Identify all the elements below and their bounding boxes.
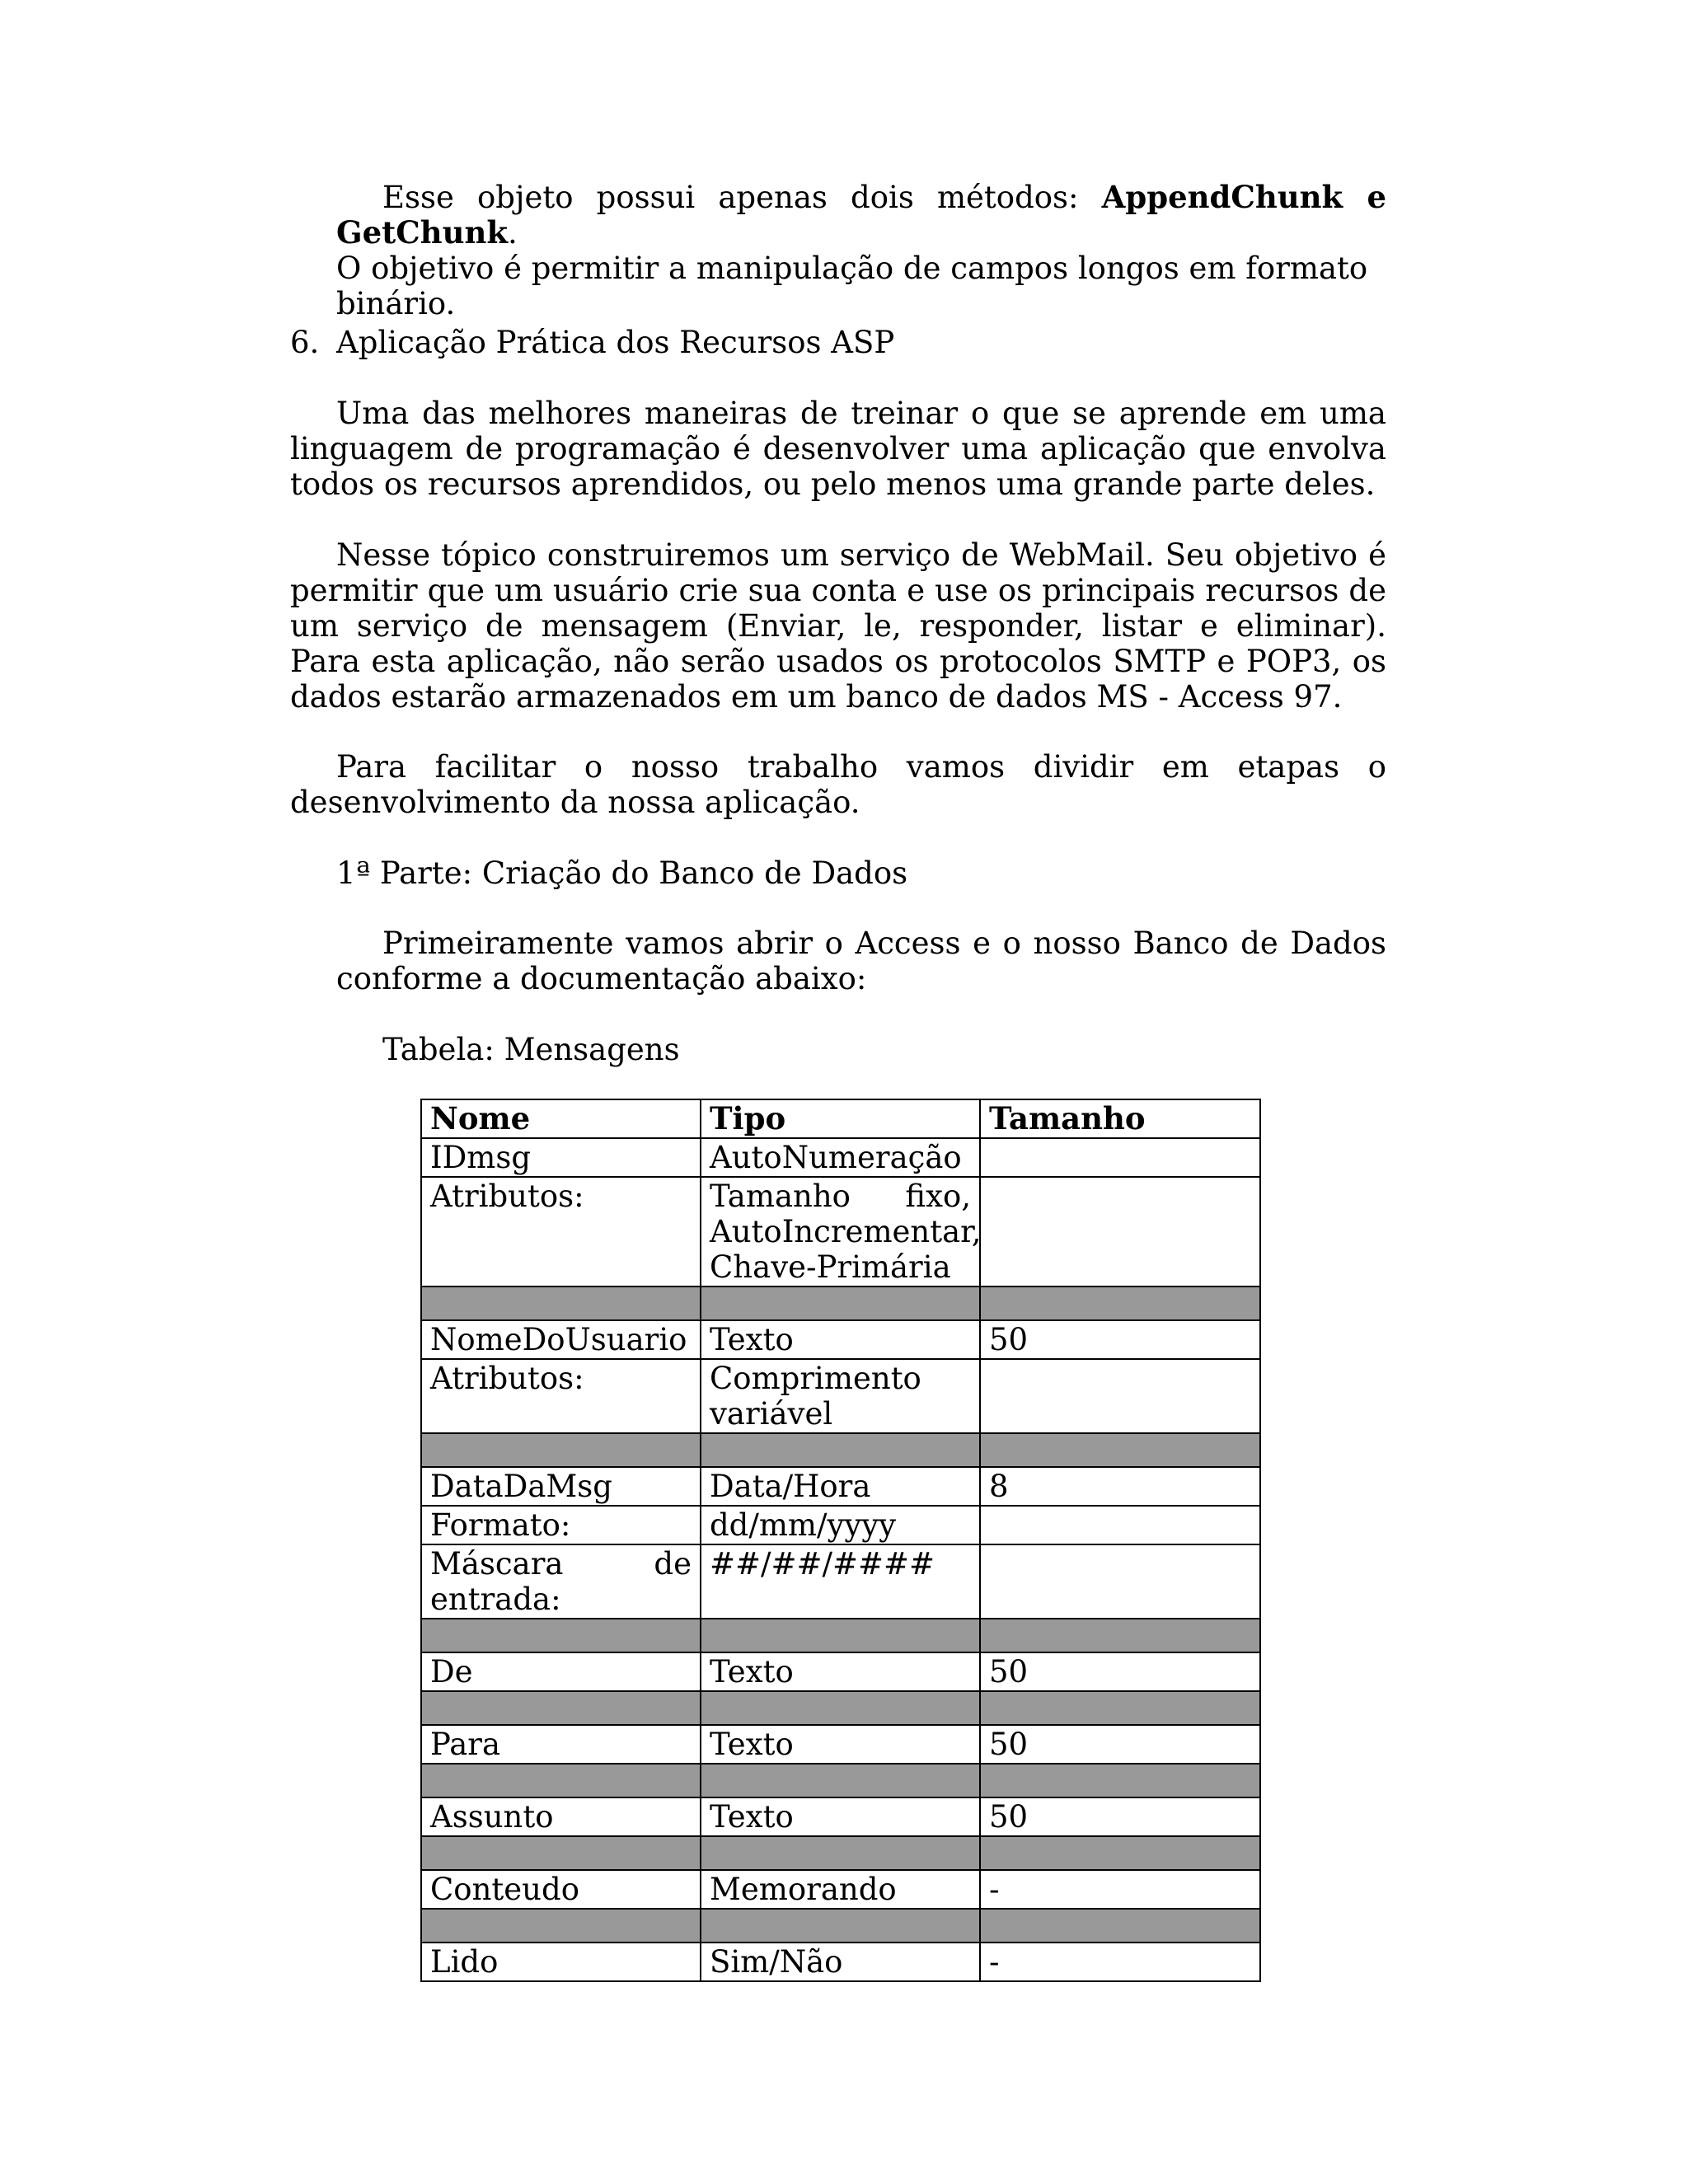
table-row [421, 1138, 1260, 1177]
header-tamanho: Tamanho [980, 1099, 1260, 1138]
cell-tamanho: - [980, 1870, 1260, 1909]
cell-tipo: Texto [701, 1725, 980, 1764]
header-nome: Nome [421, 1099, 701, 1138]
cell-nome: Formato: [421, 1506, 701, 1544]
cell-tipo: Sim/Não [701, 1943, 980, 1981]
separator-row [421, 1836, 1260, 1870]
cell-nome: IDmsg [421, 1138, 701, 1177]
table-row [421, 1797, 1260, 1836]
cell-tipo-line: Tamanho fixo, [710, 1179, 971, 1214]
cell-tipo: AutoNumeração [701, 1138, 980, 1177]
cell-nome: Atributos: [421, 1177, 701, 1286]
table-row [421, 1177, 1260, 1286]
paragraph-2: Nesse tópico construiremos um serviço de WebMail. Seu objetivo é permitir que um usuário crie sua conta e use os principais recursos de um serviço de mensagem (Enviar, le, responder, listar e eliminar). Para esta aplicação, não serão usados os protocolos SMTP e POP3, os dados estarão armazenados em um banco de dados MS - Access 97. [290, 537, 1386, 715]
separator-row [421, 1691, 1260, 1725]
table-caption: Tabela: Mensagens [382, 1032, 680, 1067]
intro-paragraph [336, 180, 1386, 321]
separator-row [421, 1764, 1260, 1797]
cell-tipo: ##/##/#### [701, 1544, 980, 1619]
cell-tipo: Texto [701, 1652, 980, 1691]
cell-tipo-line: AutoIncrementar, [710, 1214, 982, 1249]
table-header-row [421, 1099, 1260, 1138]
cell-tamanho: 50 [980, 1652, 1260, 1691]
cell-tipo: Memorando [701, 1870, 980, 1909]
section-title: Aplicação Prática dos Recursos ASP [336, 325, 895, 360]
cell-tamanho: 50 [980, 1320, 1260, 1359]
method-names: AppendChunk e GetChunk [336, 179, 1386, 251]
cell-tamanho [980, 1544, 1260, 1619]
cell-tamanho [980, 1138, 1260, 1177]
paragraph-4: Primeiramente vamos abrir o Access e o nosso Banco de Dados conforme a documentação abaixo: [336, 926, 1386, 996]
cell-nome-line: Máscara de [430, 1546, 692, 1582]
cell-tamanho: 50 [980, 1797, 1260, 1836]
table-row [421, 1467, 1260, 1506]
paragraph-3: Para facilitar o nosso trabalho vamos dividir em etapas o desenvolvimento da nossa aplicação. [290, 749, 1386, 820]
table-row [421, 1320, 1260, 1359]
cell-nome: DataDaMsg [421, 1467, 701, 1506]
cell-tipo: dd/mm/yyyy [701, 1506, 980, 1544]
cell-nome-line: entrada: [430, 1582, 561, 1617]
separator-row [421, 1619, 1260, 1652]
intro-line-1: Esse objeto possui apenas dois métodos: AppendChunk e GetChunk. [336, 179, 1386, 251]
cell-nome [421, 1544, 701, 1619]
cell-nome: Conteudo [421, 1870, 701, 1909]
section-number: 6. [290, 325, 320, 360]
cell-tamanho: - [980, 1943, 1260, 1981]
paragraph-1: Uma das melhores maneiras de treinar o que se aprende em uma linguagem de programação é desenvolver uma aplicação que envolva todos os recursos aprendidos, ou pelo menos uma grande parte deles. [290, 396, 1386, 502]
cell-nome: De [421, 1652, 701, 1691]
cell-nome: Atributos: [421, 1359, 701, 1433]
table-row [421, 1943, 1260, 1981]
cell-tipo: Texto [701, 1320, 980, 1359]
table-row [421, 1870, 1260, 1909]
header-tipo: Tipo [701, 1099, 980, 1138]
intro-line-2: O objetivo é permitir a manipulação de campos longos em formato binário. [336, 251, 1368, 321]
table-row [421, 1544, 1260, 1619]
cell-tamanho [980, 1177, 1260, 1286]
separator-row [421, 1909, 1260, 1943]
cell-tipo-line: Chave-Primária [710, 1249, 951, 1285]
section-heading [290, 325, 1386, 360]
separator-row [421, 1286, 1260, 1320]
cell-tamanho [980, 1506, 1260, 1544]
cell-tamanho: 8 [980, 1467, 1260, 1506]
table-row [421, 1506, 1260, 1544]
table-row [421, 1359, 1260, 1433]
cell-tipo: Comprimento variável [701, 1359, 980, 1433]
cell-tipo: Data/Hora [701, 1467, 980, 1506]
table-row [421, 1652, 1260, 1691]
table-row [421, 1725, 1260, 1764]
cell-tamanho [980, 1359, 1260, 1433]
cell-tamanho: 50 [980, 1725, 1260, 1764]
messages-table [420, 1099, 1261, 1982]
cell-nome: Assunto [421, 1797, 701, 1836]
cell-nome: Para [421, 1725, 701, 1764]
cell-tipo: Texto [701, 1797, 980, 1836]
separator-row [421, 1433, 1260, 1467]
cell-tipo [701, 1177, 980, 1286]
cell-nome: NomeDoUsuario [421, 1320, 701, 1359]
part-title: 1ª Parte: Criação do Banco de Dados [336, 855, 908, 891]
cell-nome: Lido [421, 1943, 701, 1981]
